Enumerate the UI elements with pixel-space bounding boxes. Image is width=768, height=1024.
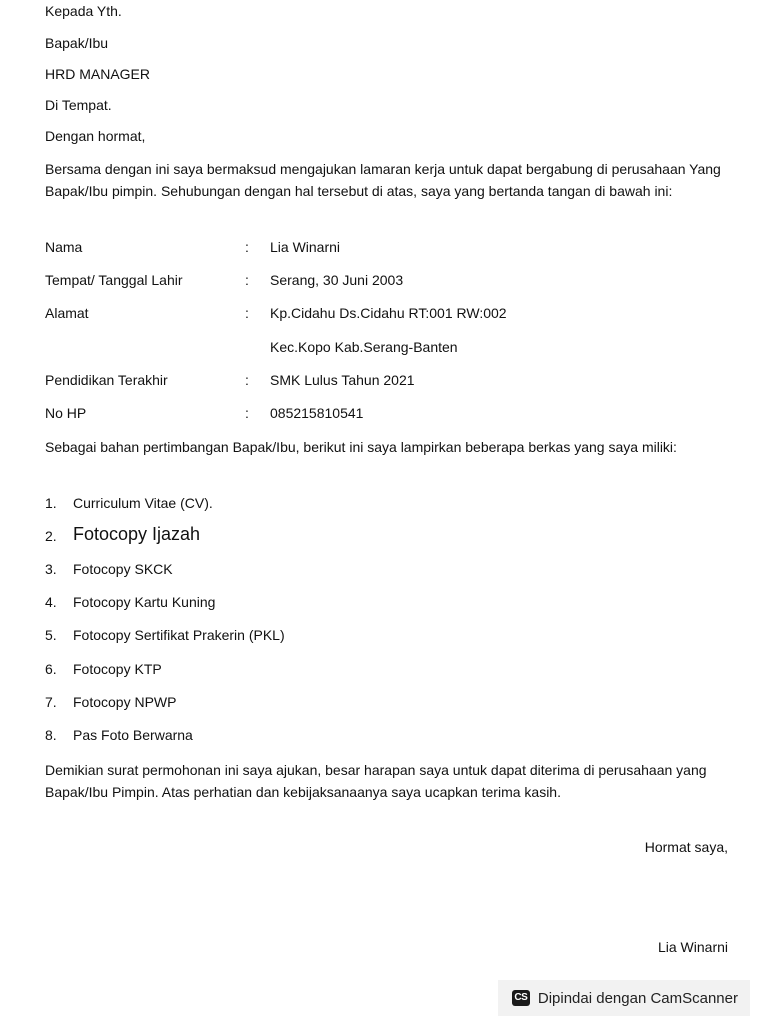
intro-paragraph: Bersama dengan ini saya bermaksud mengajukan lamaran kerja untuk dapat bergabung di perusahaan Yang Bapak/Ibu pimpin. Sehubungan dengan hal tersebut di atas, saya yang bertanda tangan di bawah ini: [45,161,721,199]
attachment-number: 8. [45,727,57,743]
detail-label: Pendidikan Terakhir [45,372,168,388]
signature-name: Lia Winarni [657,939,728,955]
recipient-line: HRD MANAGER [45,66,151,82]
attachment-text: Fotocopy Ijazah [73,524,201,544]
attachment-text: Pas Foto Berwarna [73,727,193,743]
detail-value: Lia Winarni [270,239,341,255]
detail-colon: : [245,372,249,388]
attachment-number: 5. [45,627,57,643]
recipient-line: Di Tempat. [45,97,112,113]
attachment-number: 6. [45,661,57,677]
camscanner-logo-icon: CS [512,990,530,1006]
attachment-number: 1. [45,495,57,511]
recipient-line: Bapak/Ibu [45,35,109,51]
detail-colon: : [245,272,249,288]
attachment-number: 2. [45,528,57,544]
sign-off: Hormat saya, [644,839,728,855]
detail-value: Kp.Cidahu Ds.Cidahu RT:001 RW:002 [270,305,507,321]
attachment-text: Fotocopy SKCK [73,561,173,577]
attachment-text: Curriculum Vitae (CV). [73,495,213,511]
greeting: Dengan hormat, [45,128,146,144]
detail-colon: : [245,239,249,255]
attachments-intro: Sebagai bahan pertimbangan Bapak/Ibu, berikut ini saya lampirkan beberapa berkas yang saya miliki: [45,439,677,455]
attachment-text: Fotocopy KTP [73,661,162,677]
detail-value: 085215810541 [270,405,364,421]
attachment-text: Fotocopy NPWP [73,694,177,710]
detail-label: No HP [45,405,87,421]
detail-label: Tempat/ Tanggal Lahir [45,272,183,288]
attachment-text: Fotocopy Sertifikat Prakerin (PKL) [73,627,285,643]
address-line-2: Kec.Kopo Kab.Serang-Banten [270,339,458,355]
camscanner-watermark [498,980,750,1016]
detail-colon: : [245,305,249,321]
detail-value: SMK Lulus Tahun 2021 [270,372,415,388]
attachment-number: 3. [45,561,57,577]
recipient-line: Kepada Yth. [45,3,122,19]
attachment-number: 4. [45,594,57,610]
detail-label: Alamat [45,305,89,321]
detail-colon: : [245,405,249,421]
detail-value: Serang, 30 Juni 2003 [270,272,404,288]
watermark-text: Dipindai dengan CamScanner [537,989,738,1007]
closing-paragraph: Demikian surat permohonan ini saya ajukan, besar harapan saya untuk dapat diterima di perusahaan yang Bapak/Ibu Pimpin. Atas perhatian dan kebijaksanaanya saya ucapkan terima kasih. [45,762,707,800]
attachment-text: Fotocopy Kartu Kuning [73,594,216,610]
detail-label: Nama [45,239,83,255]
attachment-number: 7. [45,694,57,710]
